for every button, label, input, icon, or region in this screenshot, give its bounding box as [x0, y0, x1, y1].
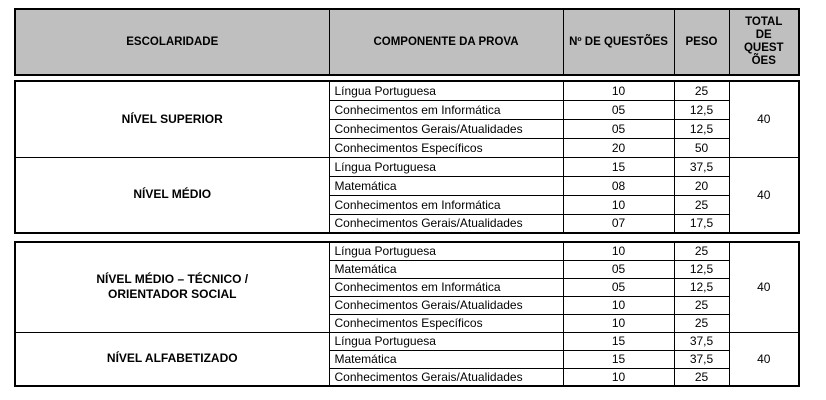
questoes-cell: 10: [563, 195, 674, 214]
componente-cell: Língua Portuguesa: [329, 157, 563, 176]
escolaridade-cell: [15, 157, 329, 233]
peso-cell: 25: [674, 368, 729, 386]
componente-cell: Conhecimentos Específicos: [329, 314, 563, 332]
questoes-cell: 10: [563, 242, 674, 260]
questoes-cell: 05: [563, 119, 674, 138]
componente-cell: Conhecimentos Específicos: [329, 138, 563, 157]
header-escolaridade: ESCOLARIDADE: [15, 9, 329, 75]
escolaridade-cell: [15, 81, 329, 157]
componente-cell: Conhecimentos Gerais/Atualidades: [329, 214, 563, 233]
total-cell: 40: [729, 242, 799, 332]
questoes-cell: 10: [563, 314, 674, 332]
componente-cell: Língua Portuguesa: [329, 81, 563, 100]
exam-table-2: [14, 241, 800, 387]
questoes-cell: 10: [563, 368, 674, 386]
peso-cell: 25: [674, 296, 729, 314]
questoes-cell: 08: [563, 176, 674, 195]
componente-cell: Língua Portuguesa: [329, 332, 563, 350]
header-num-questoes: Nº DE QUESTÕES: [563, 9, 674, 75]
questoes-cell: 20: [563, 138, 674, 157]
peso-cell: 12,5: [674, 260, 729, 278]
peso-cell: 37,5: [674, 157, 729, 176]
peso-cell: 50: [674, 138, 729, 157]
escolaridade-cell: [15, 332, 329, 386]
escolaridade-label: NÍVEL MÉDIO – TÉCNICO / ORIENTADOR SOCIAL: [96, 272, 249, 302]
peso-cell: 25: [674, 314, 729, 332]
componente-cell: Conhecimentos em Informática: [329, 195, 563, 214]
total-cell: 40: [729, 157, 799, 233]
questoes-cell: 10: [563, 81, 674, 100]
questoes-cell: 15: [563, 350, 674, 368]
questoes-cell: 05: [563, 100, 674, 119]
questoes-cell: 05: [563, 278, 674, 296]
componente-cell: Conhecimentos em Informática: [329, 278, 563, 296]
peso-cell: 25: [674, 195, 729, 214]
componente-cell: Conhecimentos em Informática: [329, 100, 563, 119]
total-cell: 40: [729, 81, 799, 157]
componente-cell: Conhecimentos Gerais/Atualidades: [329, 296, 563, 314]
escolaridade-label: NÍVEL ALFABETIZADO: [106, 351, 238, 366]
table-row: [15, 332, 799, 350]
header-total-questoes: TOTAL DE QUESTÕES: [729, 9, 799, 75]
total-cell: 40: [729, 332, 799, 386]
peso-cell: 12,5: [674, 278, 729, 296]
peso-cell: 25: [674, 81, 729, 100]
questoes-cell: 15: [563, 157, 674, 176]
exam-table-1: [14, 80, 800, 234]
peso-cell: 12,5: [674, 100, 729, 119]
componente-cell: Conhecimentos Gerais/Atualidades: [329, 368, 563, 386]
peso-cell: 20: [674, 176, 729, 195]
questoes-cell: 15: [563, 332, 674, 350]
header-peso: PESO: [674, 9, 729, 75]
header-row: [15, 9, 799, 75]
escolaridade-cell: [15, 242, 329, 332]
escolaridade-label: NÍVEL SUPERIOR: [121, 111, 223, 126]
table-row: [15, 81, 799, 100]
questoes-cell: 10: [563, 296, 674, 314]
header-table: [14, 8, 800, 76]
peso-cell: 37,5: [674, 332, 729, 350]
peso-cell: 12,5: [674, 119, 729, 138]
peso-cell: 37,5: [674, 350, 729, 368]
peso-cell: 17,5: [674, 214, 729, 233]
peso-cell: 25: [674, 242, 729, 260]
table-row: [15, 242, 799, 260]
questoes-cell: 05: [563, 260, 674, 278]
componente-cell: Matemática: [329, 350, 563, 368]
componente-cell: Matemática: [329, 260, 563, 278]
componente-cell: Língua Portuguesa: [329, 242, 563, 260]
table-row: [15, 157, 799, 176]
header-componente: COMPONENTE DA PROVA: [329, 9, 563, 75]
questoes-cell: 07: [563, 214, 674, 233]
componente-cell: Matemática: [329, 176, 563, 195]
componente-cell: Conhecimentos Gerais/Atualidades: [329, 119, 563, 138]
escolaridade-label: NÍVEL MÉDIO: [133, 187, 212, 202]
